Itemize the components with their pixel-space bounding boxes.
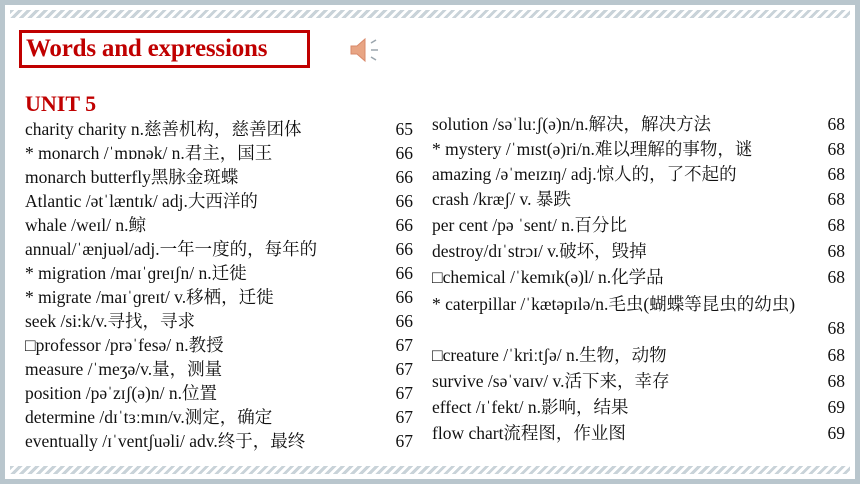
entry-page: 67 (395, 359, 413, 379)
entry-text: crash /kræʃ/ v. 暴跌 (432, 189, 571, 209)
entry-page: 66 (395, 191, 413, 211)
list-item (432, 162, 845, 186)
list-item (432, 292, 845, 340)
entry-page: 68 (827, 267, 845, 287)
list-item (25, 165, 413, 189)
entry-page: 68 (827, 318, 845, 338)
entry-text: * migrate /maɪˈɡreɪt/ v.移栖，迁徙 (25, 287, 274, 307)
list-item (25, 189, 413, 213)
unit-heading: UNIT 5 (25, 91, 97, 116)
list-item (25, 405, 413, 429)
entry-text: destroy/dɪˈstrɔɪ/ v.破坏，毁掉 (432, 241, 647, 261)
list-item (25, 141, 413, 165)
entry-page: 68 (827, 139, 845, 159)
entry-text: effect /ɪˈfekt/ n.影响，结果 (432, 397, 629, 417)
list-item (432, 343, 845, 367)
entry-text: Atlantic /ətˈlæntɪk/ adj.大西洋的 (25, 191, 258, 211)
entry-text: amazing /əˈmeɪzɪŋ/ adj.惊人的，了不起的 (432, 164, 737, 184)
list-item (25, 117, 413, 141)
entry-page: 68 (827, 189, 845, 209)
list-item (25, 333, 413, 357)
entry-page: 68 (827, 345, 845, 365)
entry-text: seek /si:k/v.寻找，寻求 (25, 311, 195, 331)
entry-page: 68 (827, 371, 845, 391)
list-item (25, 381, 413, 405)
entry-text: * monarch /ˈmɒnək/ n.君主，国王 (25, 143, 273, 163)
entry-text: survive /səˈvaɪv/ v.活下来，幸存 (432, 371, 670, 391)
entry-page: 67 (395, 431, 413, 451)
top-stripe (10, 10, 850, 18)
entry-page: 65 (395, 119, 413, 139)
entry-text: measure /ˈmeʒə/v.量，测量 (25, 359, 223, 379)
entry-text: charity charity n.慈善机构，慈善团体 (25, 119, 302, 139)
entry-page: 66 (395, 239, 413, 259)
speaker-icon[interactable] (349, 37, 383, 63)
entry-text: * caterpillar /ˈkætəpɪlə/n.毛虫(蝴蝶等昆虫的幼虫) (432, 294, 796, 314)
entry-page: 66 (395, 311, 413, 331)
list-item (25, 285, 413, 309)
entry-page: 68 (827, 215, 845, 235)
list-item (25, 261, 413, 285)
entry-page: 67 (395, 335, 413, 355)
entry-page: 69 (827, 423, 845, 443)
entry-page: 66 (395, 263, 413, 283)
entry-page: 66 (395, 143, 413, 163)
list-item (25, 357, 413, 381)
entry-text: position /pəˈzɪʃ(ə)n/ n.位置 (25, 383, 217, 403)
entry-page: 67 (395, 407, 413, 427)
entry-page: 66 (395, 215, 413, 235)
entry-text: * migration /maɪˈɡreɪʃn/ n.迁徙 (25, 263, 247, 283)
entry-text: whale /weɪl/ n.鲸 (25, 215, 147, 235)
list-item (432, 187, 845, 211)
list-item (25, 237, 413, 261)
entry-page: 66 (395, 287, 413, 307)
entry-text: per cent /pə ˈsent/ n.百分比 (432, 215, 627, 235)
list-item (432, 239, 845, 263)
entry-text: annual/ˈænjuəl/adj.一年一度的，每年的 (25, 239, 318, 259)
entry-text: determine /dɪˈtɜːmɪn/v.测定，确定 (25, 407, 273, 427)
entry-text: * mystery /ˈmɪst(ə)ri/n.难以理解的事物，谜 (432, 139, 753, 159)
list-item (432, 137, 845, 161)
list-item (432, 213, 845, 237)
entry-text: solution /səˈluːʃ(ə)n/n.解决，解决方法 (432, 114, 711, 134)
list-item (25, 213, 413, 237)
entry-page: 68 (827, 241, 845, 261)
entry-text: eventually /ɪˈventʃuəli/ adv.终于，最终 (25, 431, 306, 451)
entry-page: 68 (827, 114, 845, 134)
entry-text: monarch butterfly黑脉金斑蝶 (25, 167, 239, 187)
list-item (432, 395, 845, 419)
list-item (432, 265, 845, 289)
entry-text: □creature /ˈkriːtʃə/ n.生物，动物 (432, 345, 667, 365)
entry-text: flow chart流程图，作业图 (432, 423, 626, 443)
list-item (432, 369, 845, 393)
title-box (19, 30, 310, 68)
entry-page: 66 (395, 167, 413, 187)
entry-page: 68 (827, 164, 845, 184)
entry-page: 67 (395, 383, 413, 403)
entry-text: □chemical /ˈkemɪk(ə)l/ n.化学品 (432, 267, 664, 287)
list-item (25, 429, 413, 453)
entry-page: 69 (827, 397, 845, 417)
page-title: Words and expressions (26, 35, 268, 62)
list-item (432, 112, 845, 136)
bottom-stripe (10, 466, 850, 474)
list-item (25, 309, 413, 333)
list-item (432, 421, 845, 445)
entry-text: □professor /prəˈfesə/ n.教授 (25, 335, 224, 355)
